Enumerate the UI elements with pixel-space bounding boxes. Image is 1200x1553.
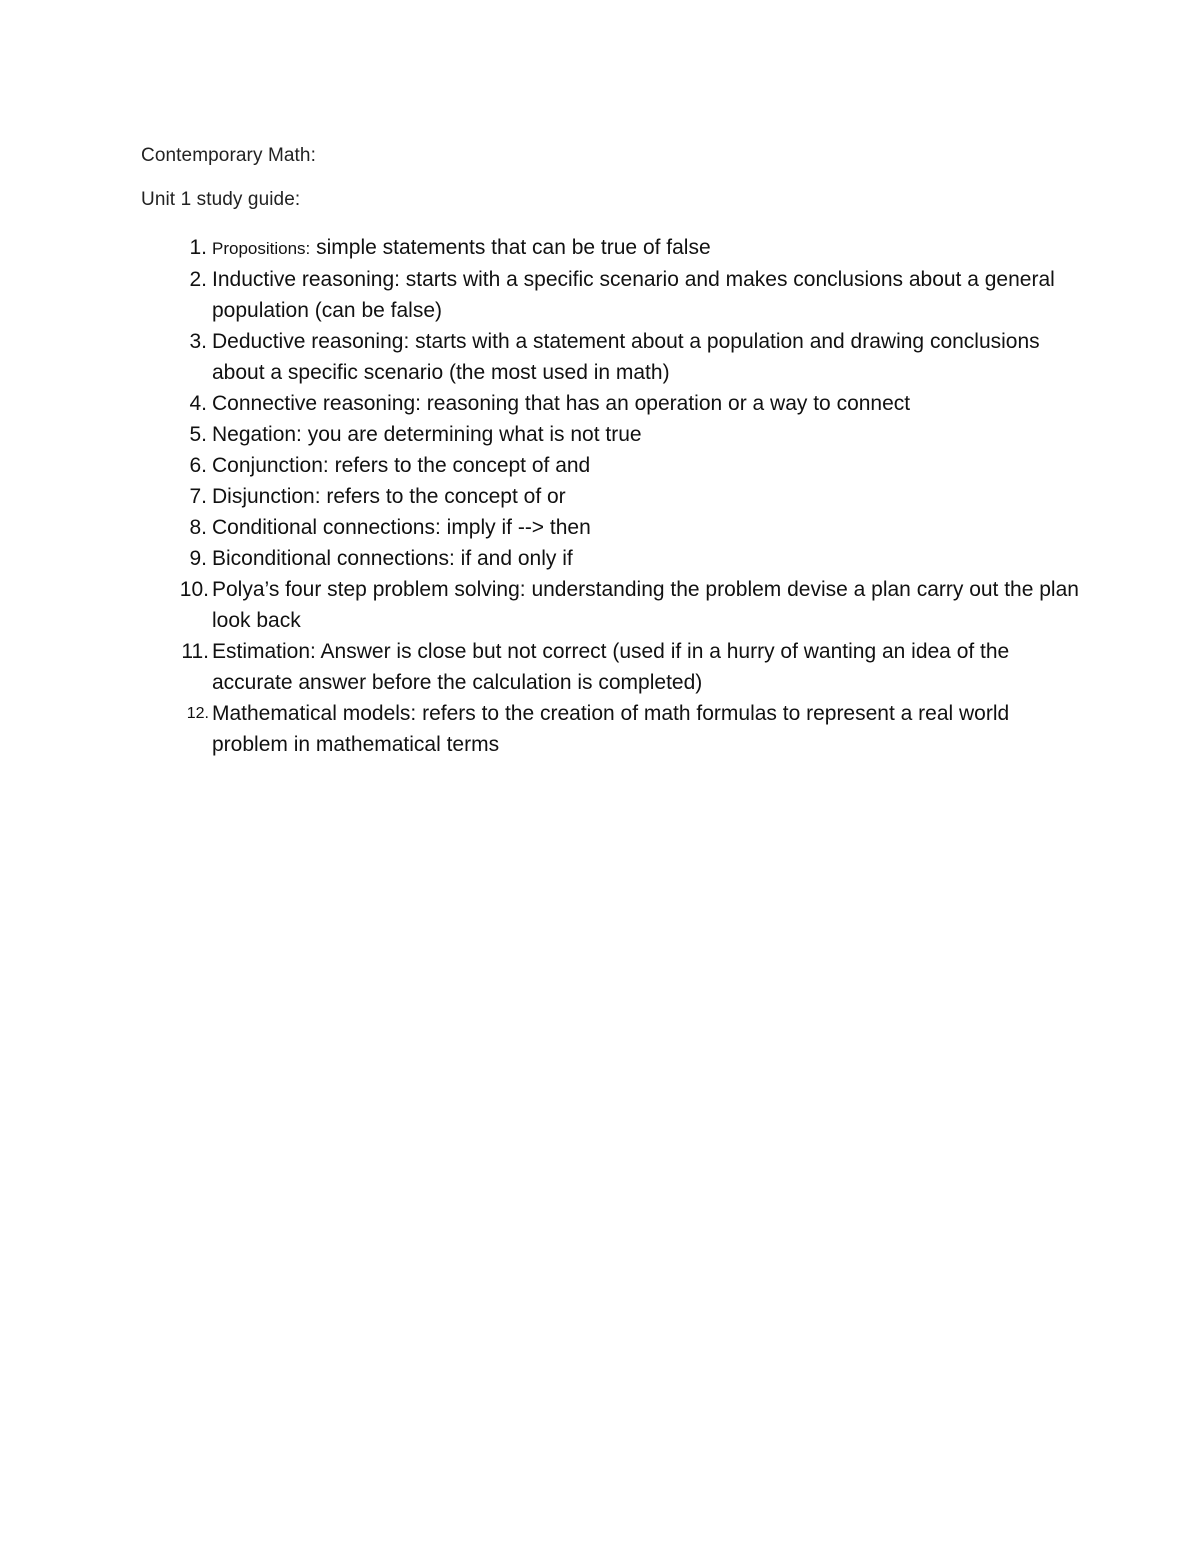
list-item-text: Deductive reasoning: starts with a statement about a population and drawing conclusions about a specific scenario (the most used in math) bbox=[212, 330, 1040, 384]
list-item bbox=[141, 419, 1081, 450]
document-subtitle: Unit 1 study guide: bbox=[141, 189, 301, 210]
list-item-text: Mathematical models: refers to the creation of math formulas to represent a real world problem in mathematical terms bbox=[212, 702, 1010, 756]
list-item-number: 7. bbox=[189, 485, 207, 508]
list-item bbox=[141, 574, 1081, 636]
list-item-text: Conjunction: refers to the concept of and bbox=[212, 454, 591, 477]
list-item-number: 3. bbox=[189, 330, 207, 353]
list-item-number: 8. bbox=[189, 516, 207, 539]
list-item-text: Biconditional connections: if and only if bbox=[212, 547, 573, 570]
list-item bbox=[141, 264, 1081, 326]
list-item bbox=[141, 326, 1081, 388]
list-item-number: 4. bbox=[189, 392, 207, 415]
list-item bbox=[141, 481, 1081, 512]
list-item-text: Polya’s four step problem solving: understanding the problem devise a plan carry out the plan look back bbox=[212, 578, 1079, 632]
list-item-text: Connective reasoning: reasoning that has an operation or a way to connect bbox=[212, 392, 911, 415]
list-item-text: Inductive reasoning: starts with a specific scenario and makes conclusions about a general population (can be false) bbox=[212, 268, 1055, 322]
list-item bbox=[141, 388, 1081, 419]
list-item-text: Negation: you are determining what is not true bbox=[212, 423, 642, 446]
list-item-number: 2. bbox=[189, 268, 207, 291]
list-item-number: 6. bbox=[189, 454, 207, 477]
list-item-text: Disjunction: refers to the concept of or bbox=[212, 485, 566, 508]
list-item bbox=[141, 232, 1081, 264]
list-item-number: 1. bbox=[189, 236, 207, 259]
list-item-number: 5. bbox=[189, 423, 207, 446]
study-guide-list bbox=[141, 232, 1081, 760]
list-item-number: 11. bbox=[181, 640, 209, 663]
document-title: Contemporary Math: bbox=[141, 145, 316, 166]
list-item-text: Conditional connections: imply if --> then bbox=[212, 516, 591, 539]
list-item-text: simple statements that can be true of false bbox=[310, 236, 711, 259]
list-item bbox=[141, 698, 1081, 760]
list-item-number: 12. bbox=[186, 705, 209, 722]
list-item bbox=[141, 636, 1081, 698]
list-item-number: 9. bbox=[189, 547, 207, 570]
list-item bbox=[141, 543, 1081, 574]
list-item-text: Estimation: Answer is close but not correct (used if in a hurry of wanting an idea of the accurate answer before the calculation is completed) bbox=[212, 640, 1010, 694]
list-item-number: 10. bbox=[179, 578, 209, 601]
list-item-term: Propositions: bbox=[212, 239, 311, 258]
list-item bbox=[141, 450, 1081, 481]
list-item bbox=[141, 512, 1081, 543]
